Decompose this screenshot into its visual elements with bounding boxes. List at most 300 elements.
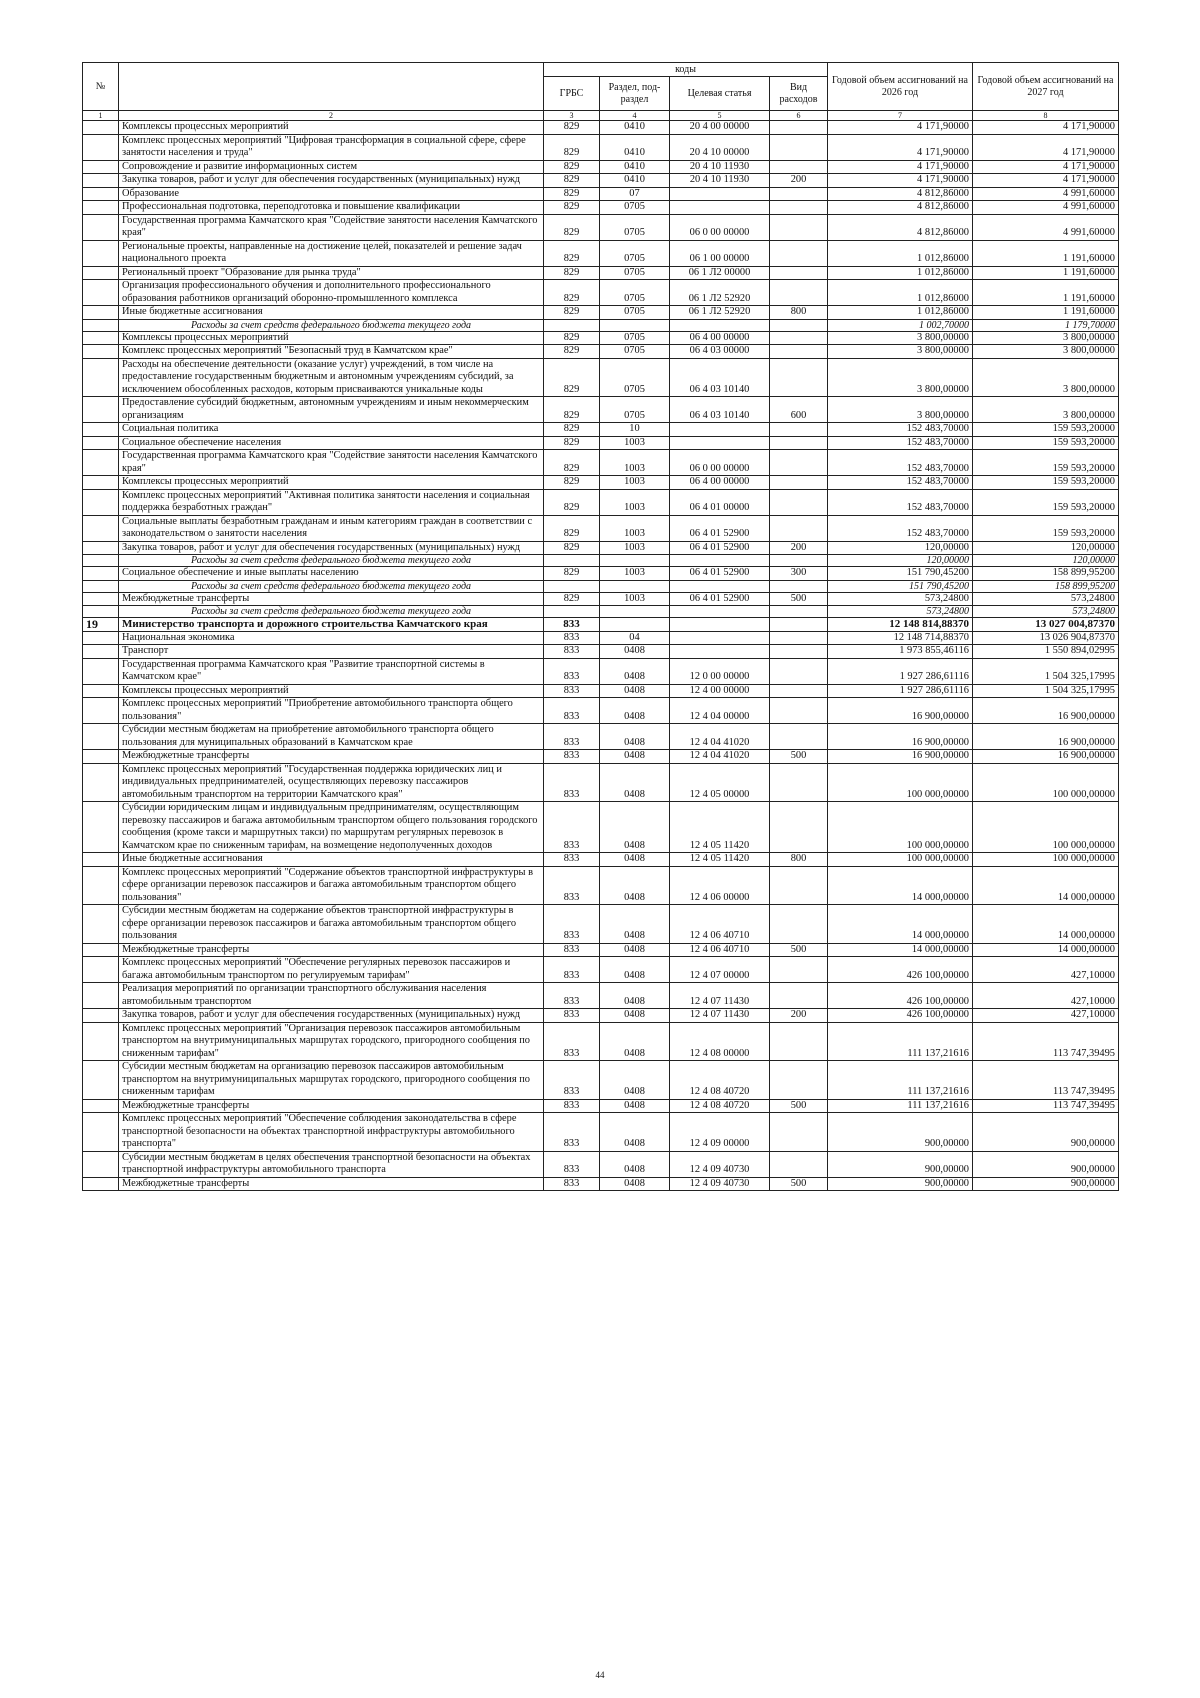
row-number-cell xyxy=(83,658,119,684)
row-volume-2027-cell: 573,24800 xyxy=(973,592,1119,606)
table-row xyxy=(83,1022,1119,1061)
row-name-cell: Государственная программа Камчатского края "Развитие транспортной системы в Камчатском крае" xyxy=(119,658,544,684)
row-target-article-cell: 12 4 04 41020 xyxy=(670,724,770,750)
row-section-cell xyxy=(600,606,670,618)
row-volume-2027-cell: 13 026 904,87370 xyxy=(973,631,1119,645)
row-grbs-cell: 833 xyxy=(544,1009,600,1023)
federal-budget-row xyxy=(83,555,1119,567)
row-expense-type-cell xyxy=(770,724,828,750)
row-volume-2027-cell: 13 027 004,87370 xyxy=(973,618,1119,632)
row-volume-2027-cell: 900,00000 xyxy=(973,1151,1119,1177)
row-expense-type-cell xyxy=(770,763,828,802)
table-row xyxy=(83,750,1119,764)
table-row xyxy=(83,724,1119,750)
row-number-cell xyxy=(83,943,119,957)
row-volume-2027-cell: 4 171,90000 xyxy=(973,121,1119,135)
row-expense-type-cell xyxy=(770,436,828,450)
table-row xyxy=(83,214,1119,240)
row-grbs-cell: 833 xyxy=(544,1113,600,1152)
row-grbs-cell: 829 xyxy=(544,476,600,490)
row-volume-2027-cell: 573,24800 xyxy=(973,606,1119,618)
row-volume-2027-cell: 159 593,20000 xyxy=(973,489,1119,515)
row-grbs-cell: 833 xyxy=(544,1022,600,1061)
row-name-cell: Расходы за счет средств федерального бюджета текущего года xyxy=(119,580,544,592)
row-grbs-cell: 833 xyxy=(544,724,600,750)
row-number-cell xyxy=(83,214,119,240)
row-expense-type-cell xyxy=(770,160,828,174)
budget-table xyxy=(82,62,1119,1191)
row-grbs-cell: 833 xyxy=(544,698,600,724)
table-row xyxy=(83,160,1119,174)
row-name-cell: Профессиональная подготовка, переподготовка и повышение квалификации xyxy=(119,201,544,215)
table-row xyxy=(83,541,1119,555)
row-volume-2026-cell: 152 483,70000 xyxy=(828,423,973,437)
row-number-cell xyxy=(83,240,119,266)
row-volume-2027-cell: 159 593,20000 xyxy=(973,476,1119,490)
table-row xyxy=(83,983,1119,1009)
row-grbs-cell: 833 xyxy=(544,905,600,944)
row-grbs-cell: 833 xyxy=(544,802,600,853)
row-grbs-cell: 833 xyxy=(544,866,600,905)
row-section-cell: 0408 xyxy=(600,1099,670,1113)
row-name-cell: Комплексы процессных мероприятий xyxy=(119,684,544,698)
row-number-cell xyxy=(83,358,119,397)
row-number-cell xyxy=(83,489,119,515)
row-target-article-cell: 12 4 00 00000 xyxy=(670,684,770,698)
row-volume-2026-cell: 4 812,86000 xyxy=(828,201,973,215)
row-target-article-cell: 20 4 00 00000 xyxy=(670,121,770,135)
header-column-numbers xyxy=(83,111,1119,121)
row-name-cell: Субсидии местным бюджетам на содержание объектов транспортной инфраструктуры в сфере организации перевозок пассажиров и багажа автомобильным транспортом общего пользования xyxy=(119,905,544,944)
row-expense-type-cell: 200 xyxy=(770,174,828,188)
row-volume-2027-cell: 16 900,00000 xyxy=(973,750,1119,764)
row-volume-2026-cell: 1 012,86000 xyxy=(828,266,973,280)
row-name-cell: Социальная политика xyxy=(119,423,544,437)
row-expense-type-cell: 200 xyxy=(770,1009,828,1023)
table-row xyxy=(83,476,1119,490)
row-name-cell: Межбюджетные трансферты xyxy=(119,1099,544,1113)
row-number-cell xyxy=(83,331,119,345)
row-volume-2026-cell: 111 137,21616 xyxy=(828,1022,973,1061)
row-grbs-cell: 829 xyxy=(544,423,600,437)
row-volume-2027-cell: 4 991,60000 xyxy=(973,201,1119,215)
header-number: № xyxy=(83,63,119,111)
row-volume-2026-cell: 152 483,70000 xyxy=(828,515,973,541)
row-volume-2026-cell: 4 171,90000 xyxy=(828,160,973,174)
row-name-cell: Межбюджетные трансферты xyxy=(119,1177,544,1191)
row-volume-2027-cell: 3 800,00000 xyxy=(973,345,1119,359)
row-number-cell xyxy=(83,1099,119,1113)
row-volume-2027-cell: 100 000,00000 xyxy=(973,802,1119,853)
table-row xyxy=(83,397,1119,423)
row-name-cell: Комплексы процессных мероприятий xyxy=(119,121,544,135)
row-target-article-cell: 12 4 05 11420 xyxy=(670,853,770,867)
row-volume-2027-cell: 158 899,95200 xyxy=(973,567,1119,581)
row-volume-2027-cell: 3 800,00000 xyxy=(973,331,1119,345)
row-number-cell xyxy=(83,592,119,606)
row-grbs-cell: 829 xyxy=(544,592,600,606)
row-volume-2026-cell: 3 800,00000 xyxy=(828,345,973,359)
row-grbs-cell: 829 xyxy=(544,201,600,215)
row-name-cell: Комплекс процессных мероприятий "Безопасный труд в Камчатском крае" xyxy=(119,345,544,359)
row-section-cell: 0705 xyxy=(600,345,670,359)
row-section-cell: 0408 xyxy=(600,1022,670,1061)
table-row xyxy=(83,1151,1119,1177)
row-volume-2027-cell: 4 171,90000 xyxy=(973,134,1119,160)
header-codes: коды xyxy=(544,63,828,77)
row-expense-type-cell xyxy=(770,866,828,905)
row-grbs-cell: 829 xyxy=(544,266,600,280)
header-expense-type: Вид расходов xyxy=(770,77,828,111)
table-row xyxy=(83,489,1119,515)
row-number-cell xyxy=(83,280,119,306)
row-volume-2026-cell: 4 812,86000 xyxy=(828,187,973,201)
header-volume-2026: Годовой объем ассигнований на 2026 год xyxy=(828,63,973,111)
row-volume-2026-cell: 1 012,86000 xyxy=(828,280,973,306)
row-section-cell: 0705 xyxy=(600,358,670,397)
row-volume-2026-cell: 426 100,00000 xyxy=(828,957,973,983)
row-section-cell: 1003 xyxy=(600,489,670,515)
row-number-cell xyxy=(83,724,119,750)
header-name xyxy=(119,63,544,111)
table-row xyxy=(83,802,1119,853)
row-section-cell: 0408 xyxy=(600,983,670,1009)
row-section-cell: 0408 xyxy=(600,1113,670,1152)
row-volume-2027-cell: 113 747,39495 xyxy=(973,1061,1119,1100)
row-section-cell: 0408 xyxy=(600,1061,670,1100)
row-grbs-cell: 833 xyxy=(544,1177,600,1191)
row-section-cell: 0408 xyxy=(600,698,670,724)
federal-budget-row xyxy=(83,580,1119,592)
row-grbs-cell: 829 xyxy=(544,436,600,450)
row-volume-2027-cell: 1 191,60000 xyxy=(973,266,1119,280)
row-name-cell: Комплекс процессных мероприятий "Содержание объектов транспортной инфраструктуры в сфере организации перевозок пассажиров и багажа автомобильным транспортом общего пользования" xyxy=(119,866,544,905)
row-grbs-cell: 829 xyxy=(544,489,600,515)
row-number-cell xyxy=(83,201,119,215)
row-number-cell xyxy=(83,450,119,476)
row-name-cell: Национальная экономика xyxy=(119,631,544,645)
table-row xyxy=(83,266,1119,280)
row-name-cell: Организация профессионального обучения и дополнительного профессионального образования работников организаций оборонно-промышленного комплекса xyxy=(119,280,544,306)
row-grbs-cell: 829 xyxy=(544,515,600,541)
row-section-cell: 04 xyxy=(600,631,670,645)
row-target-article-cell xyxy=(670,606,770,618)
row-expense-type-cell xyxy=(770,983,828,1009)
row-expense-type-cell xyxy=(770,515,828,541)
row-volume-2027-cell: 120,00000 xyxy=(973,541,1119,555)
row-number-cell xyxy=(83,684,119,698)
row-expense-type-cell xyxy=(770,280,828,306)
row-number-cell xyxy=(83,1151,119,1177)
row-expense-type-cell xyxy=(770,358,828,397)
row-volume-2026-cell: 3 800,00000 xyxy=(828,358,973,397)
table-row xyxy=(83,698,1119,724)
table-row xyxy=(83,174,1119,188)
row-grbs-cell xyxy=(544,580,600,592)
table-row xyxy=(83,1061,1119,1100)
page-number: 44 xyxy=(595,1670,605,1680)
row-section-cell: 0408 xyxy=(600,1177,670,1191)
row-target-article-cell: 06 4 03 10140 xyxy=(670,358,770,397)
row-section-cell: 0408 xyxy=(600,802,670,853)
row-section-cell: 0408 xyxy=(600,957,670,983)
header-section: Раздел, под-раздел xyxy=(600,77,670,111)
table-row xyxy=(83,306,1119,320)
row-volume-2026-cell: 152 483,70000 xyxy=(828,476,973,490)
table-row xyxy=(83,201,1119,215)
row-name-cell: Комплекс процессных мероприятий "Активная политика занятости населения и социальная поддержка безработных граждан" xyxy=(119,489,544,515)
row-number-cell xyxy=(83,134,119,160)
row-name-cell: Субсидии юридическим лицам и индивидуальным предпринимателям, осуществляющим перевозку пассажиров и багажа автомобильным транспортом общего пользования городского сообщения (кроме такси и маршрутных такси) по маршрутам регулярных перевозок в Камчатском крае по сниженным тарифам, на возмещение недополученных доходов xyxy=(119,802,544,853)
row-target-article-cell: 12 4 08 00000 xyxy=(670,1022,770,1061)
table-body xyxy=(83,121,1119,1191)
table-row xyxy=(83,423,1119,437)
row-number-cell xyxy=(83,957,119,983)
row-name-cell: Государственная программа Камчатского края "Содействие занятости населения Камчатского края" xyxy=(119,450,544,476)
row-name-cell: Закупка товаров, работ и услуг для обеспечения государственных (муниципальных) нужд xyxy=(119,174,544,188)
row-expense-type-cell xyxy=(770,134,828,160)
row-section-cell: 0408 xyxy=(600,684,670,698)
row-section-cell: 0410 xyxy=(600,121,670,135)
row-expense-type-cell xyxy=(770,476,828,490)
row-number-cell xyxy=(83,645,119,659)
row-grbs-cell: 829 xyxy=(544,134,600,160)
row-target-article-cell: 12 4 05 11420 xyxy=(670,802,770,853)
row-section-cell: 0408 xyxy=(600,645,670,659)
column-number: 5 xyxy=(670,111,770,121)
row-volume-2026-cell: 16 900,00000 xyxy=(828,750,973,764)
row-volume-2027-cell: 1 550 894,02995 xyxy=(973,645,1119,659)
row-section-cell: 0408 xyxy=(600,1151,670,1177)
table-row xyxy=(83,280,1119,306)
row-section-cell: 0705 xyxy=(600,306,670,320)
row-expense-type-cell: 800 xyxy=(770,306,828,320)
column-number: 1 xyxy=(83,111,119,121)
row-volume-2027-cell: 14 000,00000 xyxy=(973,943,1119,957)
row-volume-2026-cell: 3 800,00000 xyxy=(828,397,973,423)
table-row xyxy=(83,567,1119,581)
row-target-article-cell: 12 4 09 40730 xyxy=(670,1151,770,1177)
row-section-cell: 0408 xyxy=(600,905,670,944)
row-volume-2026-cell: 100 000,00000 xyxy=(828,763,973,802)
row-grbs-cell: 829 xyxy=(544,160,600,174)
row-name-cell: Комплекс процессных мероприятий "Цифровая трансформация в социальной сфере, сфере занятости населения и труда" xyxy=(119,134,544,160)
row-number-cell xyxy=(83,187,119,201)
row-grbs-cell: 833 xyxy=(544,684,600,698)
row-target-article-cell: 06 4 01 52900 xyxy=(670,592,770,606)
row-target-article-cell xyxy=(670,319,770,331)
row-expense-type-cell xyxy=(770,698,828,724)
row-volume-2026-cell: 100 000,00000 xyxy=(828,853,973,867)
row-name-cell: Комплекс процессных мероприятий "Обеспечение соблюдения законодательства в сфере транспортной безопасности на объектах транспортной инфраструктуры автомобильного транспорта" xyxy=(119,1113,544,1152)
row-number-cell xyxy=(83,1177,119,1191)
row-section-cell: 10 xyxy=(600,423,670,437)
row-name-cell: Комплекс процессных мероприятий "Организация перевозок пассажиров автомобильным транспортом на внутримуниципальных маршрутах городского, пригородного сообщения по сниженным тарифам" xyxy=(119,1022,544,1061)
row-section-cell: 0408 xyxy=(600,853,670,867)
row-number-cell xyxy=(83,763,119,802)
row-volume-2026-cell: 14 000,00000 xyxy=(828,866,973,905)
table-row xyxy=(83,684,1119,698)
row-volume-2027-cell: 4 991,60000 xyxy=(973,187,1119,201)
row-expense-type-cell xyxy=(770,802,828,853)
row-section-cell: 0408 xyxy=(600,658,670,684)
row-number-cell xyxy=(83,345,119,359)
row-section-cell xyxy=(600,618,670,632)
row-section-cell xyxy=(600,555,670,567)
row-section-cell: 0408 xyxy=(600,750,670,764)
row-number-cell xyxy=(83,905,119,944)
row-target-article-cell: 06 4 00 00000 xyxy=(670,331,770,345)
row-grbs-cell: 833 xyxy=(544,618,600,632)
row-volume-2027-cell: 120,00000 xyxy=(973,555,1119,567)
table-row xyxy=(83,943,1119,957)
row-name-cell: Иные бюджетные ассигнования xyxy=(119,853,544,867)
row-section-cell: 0705 xyxy=(600,240,670,266)
row-expense-type-cell: 600 xyxy=(770,397,828,423)
row-expense-type-cell xyxy=(770,121,828,135)
row-section-cell: 0410 xyxy=(600,174,670,188)
row-number-cell xyxy=(83,750,119,764)
row-volume-2027-cell: 159 593,20000 xyxy=(973,450,1119,476)
row-volume-2027-cell: 100 000,00000 xyxy=(973,763,1119,802)
row-volume-2027-cell: 159 593,20000 xyxy=(973,436,1119,450)
row-name-cell: Расходы на обеспечение деятельности (оказание услуг) учреждений, в том числе на предоставление государственным бюджетным и автономным учреждениям субсидий, за исключением обособленных расходов, которым присваиваются уникальные коды xyxy=(119,358,544,397)
column-number: 4 xyxy=(600,111,670,121)
row-target-article-cell: 06 1 Л2 00000 xyxy=(670,266,770,280)
row-target-article-cell: 12 4 06 40710 xyxy=(670,905,770,944)
row-volume-2027-cell: 4 991,60000 xyxy=(973,214,1119,240)
row-section-cell: 0408 xyxy=(600,943,670,957)
row-number-cell xyxy=(83,698,119,724)
table-row xyxy=(83,121,1119,135)
column-number: 6 xyxy=(770,111,828,121)
row-target-article-cell xyxy=(670,645,770,659)
row-number-cell xyxy=(83,802,119,853)
table-row xyxy=(83,645,1119,659)
table-row xyxy=(83,450,1119,476)
row-volume-2027-cell: 427,10000 xyxy=(973,957,1119,983)
row-volume-2026-cell: 14 000,00000 xyxy=(828,943,973,957)
row-expense-type-cell xyxy=(770,1022,828,1061)
ministry-row xyxy=(83,618,1119,632)
row-volume-2027-cell: 16 900,00000 xyxy=(973,724,1119,750)
row-grbs-cell: 829 xyxy=(544,187,600,201)
row-section-cell xyxy=(600,319,670,331)
row-grbs-cell: 829 xyxy=(544,345,600,359)
row-target-article-cell: 12 4 09 40730 xyxy=(670,1177,770,1191)
row-number-cell xyxy=(83,423,119,437)
row-name-cell: Закупка товаров, работ и услуг для обеспечения государственных (муниципальных) нужд xyxy=(119,1009,544,1023)
row-grbs-cell: 829 xyxy=(544,280,600,306)
column-number: 3 xyxy=(544,111,600,121)
row-name-cell: Социальные выплаты безработным гражданам и иным категориям граждан в соответствии с законодательством о занятости населения xyxy=(119,515,544,541)
row-expense-type-cell: 300 xyxy=(770,567,828,581)
row-volume-2027-cell: 900,00000 xyxy=(973,1177,1119,1191)
row-target-article-cell: 20 4 10 11930 xyxy=(670,174,770,188)
row-expense-type-cell xyxy=(770,905,828,944)
row-number-cell xyxy=(83,1009,119,1023)
row-expense-type-cell xyxy=(770,555,828,567)
row-target-article-cell: 06 1 00 00000 xyxy=(670,240,770,266)
row-number-cell xyxy=(83,121,119,135)
row-volume-2027-cell: 1 191,60000 xyxy=(973,306,1119,320)
row-target-article-cell: 06 0 00 00000 xyxy=(670,450,770,476)
row-volume-2026-cell: 4 171,90000 xyxy=(828,134,973,160)
row-volume-2027-cell: 4 171,90000 xyxy=(973,160,1119,174)
row-name-cell: Транспорт xyxy=(119,645,544,659)
table-row xyxy=(83,763,1119,802)
row-name-cell: Комплексы процессных мероприятий xyxy=(119,331,544,345)
row-section-cell: 0410 xyxy=(600,134,670,160)
row-volume-2027-cell: 1 504 325,17995 xyxy=(973,658,1119,684)
row-name-cell: Расходы за счет средств федерального бюджета текущего года xyxy=(119,319,544,331)
column-number: 7 xyxy=(828,111,973,121)
row-name-cell: Региональный проект "Образование для рынка труда" xyxy=(119,266,544,280)
row-section-cell: 1003 xyxy=(600,450,670,476)
row-volume-2027-cell: 14 000,00000 xyxy=(973,905,1119,944)
row-grbs-cell xyxy=(544,606,600,618)
row-number-cell xyxy=(83,853,119,867)
row-volume-2026-cell: 900,00000 xyxy=(828,1177,973,1191)
row-target-article-cell: 12 4 08 40720 xyxy=(670,1061,770,1100)
header-target-article: Целевая статья xyxy=(670,77,770,111)
row-volume-2027-cell: 3 800,00000 xyxy=(973,397,1119,423)
row-volume-2027-cell: 1 504 325,17995 xyxy=(973,684,1119,698)
table-row xyxy=(83,1099,1119,1113)
row-name-cell: Субсидии местным бюджетам в целях обеспечения транспортной безопасности на объектах транспортной инфраструктуры автомобильного транспорта xyxy=(119,1151,544,1177)
row-expense-type-cell xyxy=(770,606,828,618)
row-grbs-cell xyxy=(544,319,600,331)
row-name-cell: Социальное обеспечение населения xyxy=(119,436,544,450)
row-grbs-cell: 833 xyxy=(544,983,600,1009)
row-number-cell xyxy=(83,1113,119,1152)
table-row xyxy=(83,358,1119,397)
table-row xyxy=(83,905,1119,944)
row-expense-type-cell: 500 xyxy=(770,943,828,957)
row-volume-2026-cell: 16 900,00000 xyxy=(828,724,973,750)
row-expense-type-cell xyxy=(770,957,828,983)
row-grbs-cell: 829 xyxy=(544,358,600,397)
row-expense-type-cell xyxy=(770,1151,828,1177)
row-volume-2027-cell: 4 171,90000 xyxy=(973,174,1119,188)
row-expense-type-cell xyxy=(770,214,828,240)
row-expense-type-cell: 800 xyxy=(770,853,828,867)
row-volume-2026-cell: 111 137,21616 xyxy=(828,1061,973,1100)
row-name-cell: Межбюджетные трансферты xyxy=(119,943,544,957)
row-volume-2027-cell: 158 899,95200 xyxy=(973,580,1119,592)
row-volume-2026-cell: 573,24800 xyxy=(828,592,973,606)
table-row xyxy=(83,1177,1119,1191)
row-target-article-cell xyxy=(670,555,770,567)
row-volume-2026-cell: 900,00000 xyxy=(828,1113,973,1152)
row-grbs-cell: 833 xyxy=(544,658,600,684)
row-number-cell xyxy=(83,515,119,541)
row-target-article-cell xyxy=(670,201,770,215)
row-target-article-cell xyxy=(670,618,770,632)
header-volume-2027: Годовой объем ассигнований на 2027 год xyxy=(973,63,1119,111)
row-volume-2027-cell: 159 593,20000 xyxy=(973,423,1119,437)
row-name-cell: Иные бюджетные ассигнования xyxy=(119,306,544,320)
table-row xyxy=(83,1113,1119,1152)
row-expense-type-cell xyxy=(770,618,828,632)
row-volume-2027-cell: 100 000,00000 xyxy=(973,853,1119,867)
row-name-cell: Комплекс процессных мероприятий "Государственная поддержка юридических лиц и индивидуальных предпринимателей, осуществляющих перевозку пассажиров автомобильным транспортом на территории Камчатского края" xyxy=(119,763,544,802)
row-number-cell xyxy=(83,319,119,331)
table-row xyxy=(83,134,1119,160)
row-expense-type-cell xyxy=(770,450,828,476)
row-target-article-cell: 20 4 10 11930 xyxy=(670,160,770,174)
row-target-article-cell: 06 1 Л2 52920 xyxy=(670,280,770,306)
